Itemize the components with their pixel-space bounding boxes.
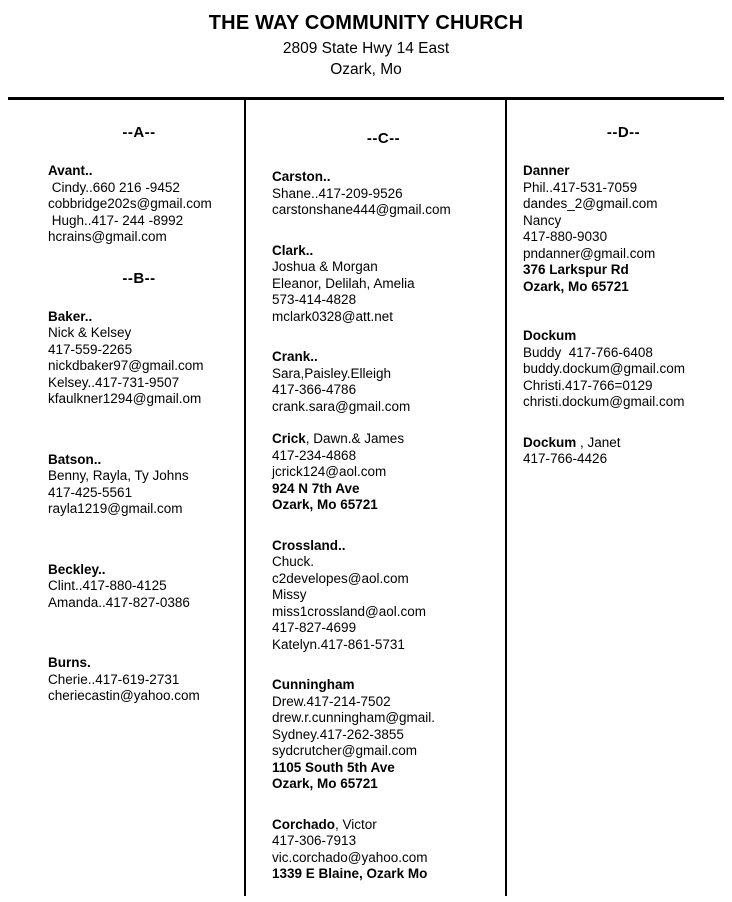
- entry-given-names: , Dawn.& James: [305, 431, 405, 446]
- entry-detail-line: Nancy: [523, 212, 562, 228]
- document-header: [0, 0, 732, 80]
- entry-surname: Clark..: [272, 242, 314, 258]
- entry-family-name: [272, 817, 495, 834]
- entry-family-name: [523, 163, 724, 180]
- entry-detail-line: rayla1219@gmail.com: [48, 501, 183, 516]
- directory-entry: [48, 655, 230, 705]
- entry-detail-line: nickdbaker97@gmail.com: [48, 358, 204, 373]
- directory-entry: [272, 677, 495, 793]
- directory-entry: [48, 309, 230, 408]
- entry-detail-line: christi.dockum@gmail.com: [523, 394, 685, 409]
- entry-detail-line: Shane..417-209-9526: [272, 185, 403, 201]
- entry-detail-line: 417-234-4868: [272, 447, 357, 463]
- directory-entry: [48, 452, 230, 518]
- entry-detail-line: Cindy..660 216 -9452: [48, 179, 180, 195]
- entry-detail-line: 417-425-5561: [48, 484, 133, 500]
- entry-address-line: Ozark, Mo 65721: [523, 278, 629, 294]
- entry-detail-line: miss1crossland@aol.com: [272, 603, 427, 619]
- entry-detail-line: pndanner@gmail.com: [523, 245, 656, 261]
- entry-surname: Crick: [272, 431, 306, 446]
- entry-detail-line: kfaulkner1294@gmail.om: [48, 391, 202, 406]
- entry-surname: Cunningham: [272, 677, 355, 692]
- directory-entry: [272, 349, 495, 415]
- entry-detail-line: Kelsey..417-731-9507: [48, 374, 180, 390]
- entry-detail-line: Missy: [272, 587, 307, 602]
- entry-detail-line: Katelyn.417-861-5731: [272, 636, 405, 652]
- entry-surname: Crank..: [272, 349, 318, 364]
- entry-detail-line: 417-366-4786: [272, 382, 357, 397]
- directory-columns: [0, 100, 732, 883]
- entry-address-line: 924 N 7th Ave: [272, 480, 360, 496]
- entry-address-line: 1105 South 5th Ave: [272, 759, 395, 775]
- directory-entry: [48, 163, 230, 246]
- entry-detail-line: Cherie..417-619-2731: [48, 671, 180, 687]
- entry-detail-line: carstonshane444@gmail.com: [272, 202, 451, 217]
- entry-surname: Beckley..: [48, 561, 106, 577]
- entry-detail-line: Drew.417-214-7502: [272, 693, 391, 709]
- entry-family-name: [272, 243, 495, 260]
- entry-detail-line: hcrains@gmail.com: [48, 229, 167, 244]
- directory-entry: [523, 328, 724, 411]
- entry-detail-line: drew.r.cunningham@gmail.: [272, 710, 436, 725]
- entry-family-name: [48, 163, 230, 180]
- entry-given-names: , Janet: [576, 434, 621, 450]
- section-letter-heading: --A--: [122, 124, 156, 141]
- church-city-state: Ozark, Mo: [330, 61, 402, 78]
- entry-detail-line: dandes_2@gmail.com: [523, 196, 658, 211]
- entry-detail-line: 417-880-9030: [523, 229, 608, 244]
- entry-family-name: [48, 562, 230, 579]
- directory-column-1: [0, 100, 244, 705]
- entry-detail-line: Nick & Kelsey: [48, 325, 132, 340]
- entry-given-names: , Victor: [335, 816, 377, 832]
- entry-address-line: 376 Larkspur Rd: [523, 262, 629, 277]
- entry-detail-line: Chuck.: [272, 554, 315, 569]
- entry-detail-line: Hugh..417- 244 -8992: [48, 212, 184, 228]
- entry-detail-line: Clint..417-880-4125: [48, 578, 167, 593]
- entry-detail-line: buddy.dockum@gmail.com: [523, 361, 686, 376]
- entry-detail-line: Sara,Paisley.Elleigh: [272, 365, 392, 381]
- entry-surname: Corchado: [272, 816, 336, 832]
- entry-detail-line: Benny, Rayla, Ty Johns: [48, 468, 189, 483]
- entry-detail-line: Eleanor, Delilah, Amelia: [272, 275, 415, 291]
- directory-entry: [272, 817, 495, 883]
- entry-detail-line: Sydney.417-262-3855: [272, 726, 404, 742]
- entry-detail-line: 417-766-4426: [523, 451, 608, 466]
- entry-family-name: [523, 328, 724, 345]
- entry-address-line: Ozark, Mo 65721: [272, 497, 378, 512]
- entry-family-name: [48, 309, 230, 326]
- entry-address-line: Ozark, Mo 65721: [272, 776, 378, 791]
- entry-surname: Avant..: [48, 163, 93, 178]
- directory-entry: [272, 431, 495, 514]
- directory-column-2: [244, 100, 505, 883]
- entry-detail-line: cheriecastin@yahoo.com: [48, 688, 200, 703]
- entry-detail-line: vic.corchado@yahoo.com: [272, 849, 428, 865]
- entry-detail-line: c2developes@aol.com: [272, 570, 409, 586]
- entry-detail-line: Phil..417-531-7059: [523, 179, 638, 195]
- directory-column-3: [505, 100, 732, 468]
- entry-surname: Danner: [523, 163, 570, 178]
- entry-detail-line: 417-306-7913: [272, 833, 357, 848]
- entry-detail-line: jcrick124@aol.com: [272, 464, 387, 479]
- entry-detail-line: Amanda..417-827-0386: [48, 594, 190, 610]
- entry-family-name: [272, 169, 495, 186]
- church-name: THE WAY COMMUNITY CHURCH: [208, 12, 524, 34]
- directory-entry: [272, 538, 495, 654]
- directory-entry: [48, 562, 230, 612]
- entry-surname: Dockum: [523, 434, 577, 450]
- entry-detail-line: Buddy 417-766-6408: [523, 344, 653, 360]
- directory-entry: [523, 163, 724, 295]
- entry-detail-line: sydcrutcher@gmail.com: [272, 743, 417, 758]
- entry-detail-line: Joshua & Morgan: [272, 259, 378, 274]
- entry-family-name: [272, 431, 495, 448]
- entry-surname: Batson..: [48, 451, 102, 467]
- church-street-address: 2809 State Hwy 14 East: [282, 40, 450, 57]
- directory-entry: [523, 435, 724, 468]
- section-letter-heading: --D--: [606, 124, 641, 141]
- entry-detail-line: mclark0328@att.net: [272, 308, 394, 324]
- entry-surname: Dockum: [523, 328, 577, 343]
- entry-family-name: [48, 655, 230, 672]
- entry-address-line: 1339 E Blaine, Ozark Mo: [272, 866, 428, 881]
- entry-detail-line: cobbridge202s@gmail.com: [48, 196, 212, 211]
- entry-surname: Baker..: [48, 308, 93, 324]
- entry-detail-line: 573-414-4828: [272, 292, 357, 307]
- entry-detail-line: 417-559-2265: [48, 341, 133, 357]
- directory-entry: [272, 243, 495, 326]
- section-letter-heading: --B--: [122, 269, 156, 287]
- entry-surname: Crossland..: [272, 537, 346, 553]
- section-letter-heading: --C--: [366, 130, 401, 147]
- entry-detail-line: crank.sara@gmail.com: [272, 398, 411, 414]
- entry-family-name: [272, 538, 495, 555]
- entry-family-name: [272, 677, 495, 694]
- directory-entry: [272, 169, 495, 219]
- entry-family-name: [272, 349, 495, 366]
- entry-detail-line: 417-827-4699: [272, 620, 357, 635]
- entry-surname: Carston..: [272, 169, 331, 184]
- entry-family-name: [48, 452, 230, 469]
- entry-surname: Burns.: [48, 655, 91, 670]
- entry-detail-line: Christi.417-766=0129: [523, 377, 653, 393]
- entry-family-name: [523, 435, 724, 452]
